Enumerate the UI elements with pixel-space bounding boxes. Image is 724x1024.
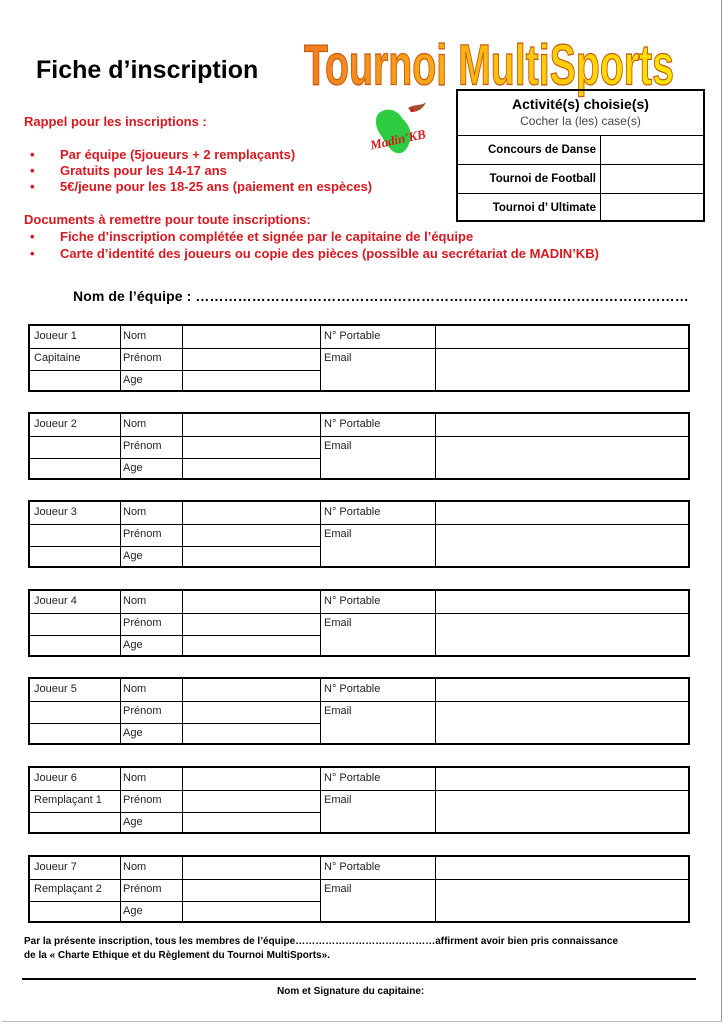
activity-subheading: Cocher la (les) case(s) xyxy=(520,114,641,128)
player-table xyxy=(28,766,690,834)
grid-line xyxy=(120,591,121,655)
documents-title: Documents à remettre pour toute inscriptions: xyxy=(24,212,311,227)
nom-label: Nom xyxy=(123,861,147,873)
portable-label: N° Portable xyxy=(324,330,381,342)
prenom-label: Prénom xyxy=(123,883,162,895)
documents-item: • Fiche d’inscription complétée et signée par le capitaine de l’équipe xyxy=(24,228,599,245)
portable-input[interactable] xyxy=(436,857,688,878)
nom-label: Nom xyxy=(123,506,147,518)
player-label: Joueur 2 xyxy=(34,418,77,430)
email-label: Email xyxy=(324,705,352,717)
portable-input[interactable] xyxy=(436,414,688,435)
age-input[interactable] xyxy=(183,724,319,745)
email-label: Email xyxy=(324,352,352,364)
grid-line xyxy=(320,591,321,655)
nom-input[interactable] xyxy=(183,414,319,435)
grid-line xyxy=(120,326,121,390)
activity-row-dance xyxy=(458,136,703,165)
banner-text: Tournoi MultiSports xyxy=(304,33,674,98)
player-label: Joueur 1 xyxy=(34,330,77,342)
activity-label: Concours de Danse xyxy=(458,136,601,164)
grid-line xyxy=(320,414,321,478)
footer-statement-line1: Par la présente inscription, tous les membres de l’équipe……………………………………affirment avoir bien pris connaissance xyxy=(24,936,619,947)
prenom-label: Prénom xyxy=(123,440,162,452)
portable-label: N° Portable xyxy=(324,595,381,607)
activity-heading: Activité(s) choisie(s) xyxy=(512,96,649,112)
portable-input[interactable] xyxy=(436,768,688,789)
team-name-field[interactable]: Nom de l’équipe : …………………………………………………………………………………………… xyxy=(73,288,689,304)
signature-label: Nom et Signature du capitaine: xyxy=(277,986,425,997)
activity-label: Tournoi de Football xyxy=(458,165,601,193)
grid-line xyxy=(320,679,321,743)
prenom-input[interactable] xyxy=(183,613,319,634)
rappel-item: • Par équipe (5joueurs + 2 remplaçants) xyxy=(24,147,372,163)
portable-label: N° Portable xyxy=(324,506,381,518)
player-label: Joueur 5 xyxy=(34,683,77,695)
madinkb-logo xyxy=(368,100,430,162)
player-label: Joueur 6 xyxy=(34,772,77,784)
grid-line xyxy=(120,502,121,566)
activity-row-ultimate xyxy=(458,194,703,222)
email-label: Email xyxy=(324,528,352,540)
player-table xyxy=(28,855,690,923)
player-role: Capitaine xyxy=(34,352,81,364)
grid-line xyxy=(320,326,321,390)
activity-checkbox-football[interactable] xyxy=(601,165,703,193)
nom-input[interactable] xyxy=(183,679,319,700)
rappel-item: • 5€/jeune pour les 18-25 ans (paiement en espèces) xyxy=(24,179,372,195)
nom-label: Nom xyxy=(123,683,147,695)
portable-label: N° Portable xyxy=(324,683,381,695)
portable-label: N° Portable xyxy=(324,772,381,784)
activity-label: Tournoi d’ Ultimate xyxy=(458,194,601,222)
prenom-input[interactable] xyxy=(183,348,319,369)
player-table xyxy=(28,677,690,745)
age-input[interactable] xyxy=(183,547,319,568)
prenom-label: Prénom xyxy=(123,528,162,540)
age-input[interactable] xyxy=(183,636,319,657)
nom-label: Nom xyxy=(123,772,147,784)
prenom-label: Prénom xyxy=(123,617,162,629)
email-label: Email xyxy=(324,794,352,806)
activity-row-football xyxy=(458,165,703,194)
player-table xyxy=(28,324,690,392)
email-input[interactable] xyxy=(436,701,688,745)
portable-input[interactable] xyxy=(436,679,688,700)
nom-label: Nom xyxy=(123,418,147,430)
player-role: Remplaçant 2 xyxy=(34,883,102,895)
portable-label: N° Portable xyxy=(324,418,381,430)
prenom-input[interactable] xyxy=(183,524,319,545)
documents-list xyxy=(24,228,599,262)
activity-checkbox-ultimate[interactable] xyxy=(601,194,703,222)
email-input[interactable] xyxy=(436,348,688,392)
nom-label: Nom xyxy=(123,595,147,607)
email-input[interactable] xyxy=(436,436,688,480)
email-label: Email xyxy=(324,617,352,629)
nom-input[interactable] xyxy=(183,857,319,878)
age-label: Age xyxy=(123,462,143,474)
age-label: Age xyxy=(123,374,143,386)
prenom-input[interactable] xyxy=(183,790,319,811)
player-table xyxy=(28,412,690,480)
email-input[interactable] xyxy=(436,613,688,657)
email-input[interactable] xyxy=(436,790,688,834)
prenom-label: Prénom xyxy=(123,352,162,364)
activity-header xyxy=(458,91,703,136)
svg-text:Madin'KB: Madin'KB xyxy=(368,126,427,153)
grid-line xyxy=(320,768,321,832)
portable-input[interactable] xyxy=(436,326,688,347)
grid-line xyxy=(320,857,321,921)
player-table xyxy=(28,500,690,568)
portable-label: N° Portable xyxy=(324,861,381,873)
player-label: Joueur 4 xyxy=(34,595,77,607)
email-input[interactable] xyxy=(436,524,688,568)
portable-input[interactable] xyxy=(436,591,688,612)
page-title: Fiche d’inscription xyxy=(36,56,259,84)
rappel-item: • Gratuits pour les 14-17 ans xyxy=(24,163,372,179)
email-label: Email xyxy=(324,440,352,452)
footer-statement-line2: de la « Charte Ethique et du Règlement du Tournoi MultiSports». xyxy=(24,950,330,961)
prenom-input[interactable] xyxy=(183,701,319,722)
signature-divider xyxy=(22,978,696,980)
player-table xyxy=(28,589,690,657)
email-input[interactable] xyxy=(436,879,688,923)
banner-title xyxy=(300,18,680,96)
age-label: Age xyxy=(123,905,143,917)
nom-input[interactable] xyxy=(183,591,319,612)
age-input[interactable] xyxy=(183,902,319,923)
age-input[interactable] xyxy=(183,813,319,834)
nom-input[interactable] xyxy=(183,768,319,789)
grid-line xyxy=(120,768,121,832)
grid-line xyxy=(320,502,321,566)
grid-line xyxy=(120,414,121,478)
prenom-input[interactable] xyxy=(183,879,319,900)
grid-line xyxy=(120,679,121,743)
rappel-title: Rappel pour les inscriptions : xyxy=(24,114,207,129)
activity-checkbox-dance[interactable] xyxy=(601,136,703,164)
nom-label: Nom xyxy=(123,330,147,342)
age-label: Age xyxy=(123,727,143,739)
nom-input[interactable] xyxy=(183,326,319,347)
rappel-list xyxy=(24,147,372,195)
age-label: Age xyxy=(123,550,143,562)
age-input[interactable] xyxy=(183,459,319,480)
prenom-input[interactable] xyxy=(183,436,319,457)
age-label: Age xyxy=(123,639,143,651)
activity-selection-box xyxy=(456,89,705,222)
age-input[interactable] xyxy=(183,371,319,392)
player-label: Joueur 7 xyxy=(34,861,77,873)
prenom-label: Prénom xyxy=(123,705,162,717)
grid-line xyxy=(120,857,121,921)
age-label: Age xyxy=(123,816,143,828)
prenom-label: Prénom xyxy=(123,794,162,806)
player-label: Joueur 3 xyxy=(34,506,77,518)
portable-input[interactable] xyxy=(436,502,688,523)
player-role: Remplaçant 1 xyxy=(34,794,102,806)
email-label: Email xyxy=(324,883,352,895)
documents-item: • Carte d’identité des joueurs ou copie des pièces (possible au secrétariat de MADIN’KB) xyxy=(24,245,599,262)
nom-input[interactable] xyxy=(183,502,319,523)
